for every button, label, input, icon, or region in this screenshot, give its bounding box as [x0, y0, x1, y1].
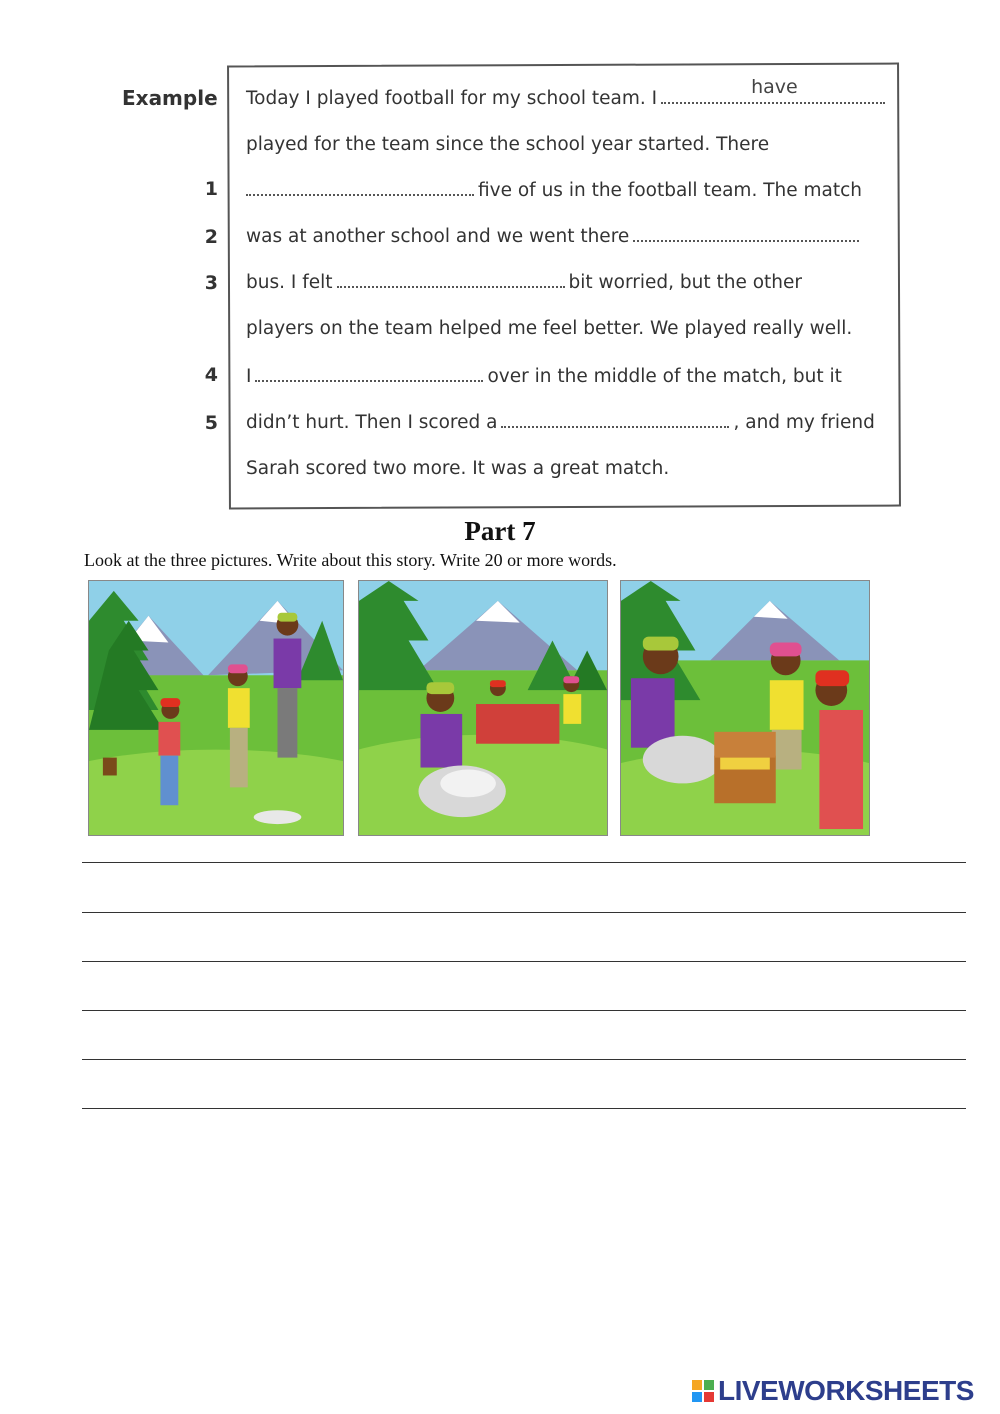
hiking-scene-icon [89, 581, 343, 835]
picnic-scene-icon [359, 581, 607, 835]
example-answer: have [751, 76, 798, 98]
instructions: Look at the three pictures. Write about this story. Write 20 or more words. [84, 550, 617, 570]
passage-line-8 [246, 454, 669, 484]
answer-gap-5[interactable] [501, 410, 729, 428]
hiking-family-picture [88, 580, 344, 836]
question-number-2: 2 [204, 226, 218, 248]
part-title: Part 7 [464, 516, 536, 546]
passage-line-3 [246, 222, 863, 252]
question-number-5: 5 [204, 412, 218, 434]
passage-text: played for the team since the school year started. There [246, 134, 770, 155]
passage-text: Sarah scored two more. It was a great match. [246, 458, 670, 479]
question-number-4: 4 [204, 364, 218, 386]
passage-text: I [246, 366, 252, 387]
passage-text: didn’t hurt. Then I scored a [246, 412, 498, 433]
passage-line-5 [246, 314, 852, 344]
treasure-chest-picture [620, 580, 870, 836]
passage-line-0 [246, 76, 889, 114]
passage-line-2 [246, 176, 862, 206]
picnic-rock-picture [358, 580, 608, 836]
answer-gap-3[interactable] [337, 270, 565, 288]
passage-text: bus. I felt [246, 272, 333, 293]
question-number-1: 1 [204, 178, 218, 200]
answer-gap-2[interactable] [633, 224, 859, 242]
passage-text: bit worried, but the other [568, 272, 803, 293]
passage-text: was at another school and we went there [246, 226, 630, 247]
writing-line[interactable] [82, 862, 966, 863]
passage-text: , and my friend [733, 412, 875, 433]
passage-line-6 [246, 362, 842, 392]
liveworksheets-logo [692, 1374, 974, 1408]
writing-line[interactable] [82, 1108, 966, 1109]
answer-gap-4[interactable] [255, 364, 483, 382]
passage-line-7 [246, 408, 875, 438]
example-gap [661, 76, 885, 104]
question-number-3: 3 [204, 272, 218, 294]
writing-line[interactable] [82, 1059, 966, 1060]
writing-line[interactable] [82, 912, 966, 913]
writing-line[interactable] [82, 961, 966, 962]
example-label: Example [122, 86, 218, 110]
passage-text: Today I played football for my school team. I [246, 88, 658, 109]
logo-squares-icon [692, 1380, 714, 1402]
answer-gap-1[interactable] [246, 178, 474, 196]
treasure-scene-icon [621, 581, 869, 835]
passage-line-4 [246, 268, 802, 298]
writing-line[interactable] [82, 1010, 966, 1011]
passage-text: players on the team helped me feel better. We played really well. [246, 318, 853, 339]
passage-line-1 [246, 130, 769, 160]
passage-text: five of us in the football team. The match [478, 180, 863, 201]
passage-text: over in the middle of the match, but it [487, 366, 842, 387]
logo-text: LIVEWORKSHEETS [718, 1375, 974, 1406]
